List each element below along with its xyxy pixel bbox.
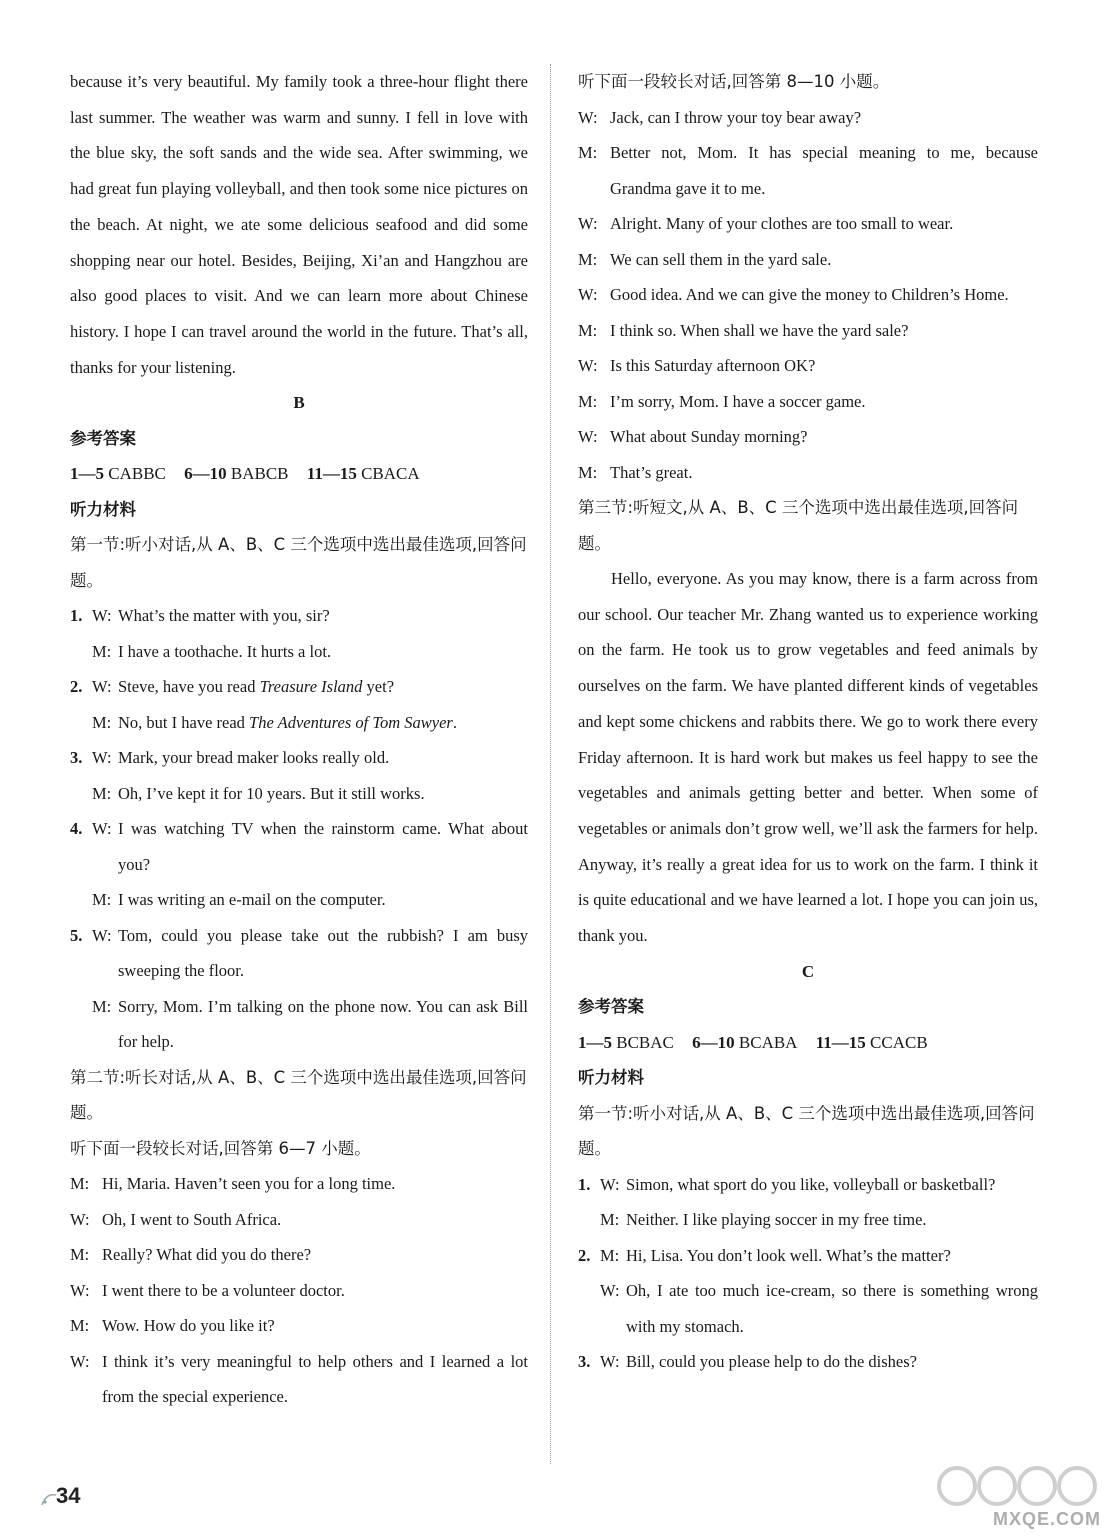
dialogue-line: W: Good idea. And we can give the money to Children’s Home. (578, 285, 1009, 304)
dialogue-line: M: I’m sorry, Mom. I have a soccer game. (578, 391, 866, 411)
b-answer-set-2: 6—10 BABCB (184, 464, 289, 484)
c-q2-w: W: Oh, I ate too much ice-cream, so there is something wrong with my stomach. (600, 1281, 1038, 1336)
b-q5-w: 5. W: Tom, could you please take out the rubbish? I am busy sweeping the floor. (70, 925, 528, 981)
section-c-title: C (801, 961, 815, 981)
c-answer-set-2: 6—10 BCABA (692, 1032, 798, 1052)
dialogue-line: M: That’s great. (578, 462, 693, 482)
b-q3-w: 3. W: Mark, your bread maker looks really old. (70, 748, 390, 768)
dialogue-line: W: Alright. Many of your clothes are too small to wear. (578, 214, 954, 233)
b-answer-key (70, 456, 528, 492)
b-q5-m: M: Sorry, Mom. I’m talking on the phone now. You can ask Bill for help. (92, 996, 528, 1052)
dialogue-line: W: Oh, I went to South Africa. (70, 1209, 282, 1229)
left-column (70, 64, 528, 1415)
intro-paragraph: because it’s very beautiful. My family took a three-hour flight there last summer. The weather was warm and sunny. I fell in love with the blue sky, the soft sands and the wide sea. After swimming, we had great fun playing volleyball, and then took some nice pictures on the beach. At night, we ate some delicious seafood and did some shopping near our hotel. Besides, Beijing, Xi’an and Hangzhou are also good places to visit. And we can learn more about Chinese history. I hope I can travel around the world in the future. That’s all, thanks for your listening. (70, 72, 528, 377)
dialogue-line: W: I went there to be a volunteer doctor. (70, 1280, 345, 1300)
dialogue-line: W: I think it’s very meaningful to help others and I learned a lot from the special experience. (70, 1351, 528, 1407)
b-part2-instruction: 第二节:听长对话,从 A、B、C 三个选项中选出最佳选项,回答问题。 (70, 1067, 527, 1123)
c-answer-key (578, 1025, 1038, 1061)
dialogue-line: M: Better not, Mom. It has special meaning to me, because Grandma gave it to me. (578, 143, 1038, 198)
b-q3-m: M: Oh, I’ve kept it for 10 years. But it still works. (92, 783, 425, 803)
dialogue-line: M: I think so. When shall we have the yard sale? (578, 320, 909, 340)
section-b-title: B (293, 393, 305, 413)
dialogue-line: M: Wow. How do you like it? (70, 1316, 275, 1336)
b-q1-m: M: I have a toothache. It hurts a lot. (92, 641, 332, 661)
b-q1-w: 1. W: What’s the matter with you, sir? (70, 606, 330, 626)
c-answer-set-3: 11—15 CCACB (815, 1032, 928, 1052)
b-answer-set-1: 1—5 CABBC (70, 464, 166, 484)
b-answer-heading: 参考答案 (70, 428, 136, 448)
dialogue-line: M: We can sell them in the yard sale. (578, 249, 832, 269)
b-part1-instruction: 第一节:听小对话,从 A、B、C 三个选项中选出最佳选项,回答问题。 (70, 535, 527, 590)
dialogue-line: W: Jack, can I throw your toy bear away? (578, 107, 862, 127)
watermark-text: MXQE.COM (992, 1509, 1101, 1529)
c-q2-m: 2. M: Hi, Lisa. You don’t look well. What’s the matter? (578, 1245, 951, 1265)
b-part2-subinstruction: 听下面一段较长对话,回答第 6—7 小题。 (70, 1138, 371, 1158)
b-material-heading: 听力材料 (70, 499, 136, 519)
b-part2-subinstruction-2: 听下面一段较长对话,回答第 8—10 小题。 (578, 72, 890, 91)
dialogue-line: M: Really? What did you do there? (70, 1245, 312, 1265)
b-q4-m: M: I was writing an e-mail on the computer. (92, 890, 386, 910)
column-divider (550, 64, 551, 1464)
c-answer-heading: 参考答案 (578, 997, 644, 1017)
c-q1-m: M: Neither. I like playing soccer in my free time. (600, 1210, 927, 1230)
c-answer-set-1: 1—5 BCBAC (578, 1032, 674, 1052)
right-column (578, 64, 1038, 1380)
dialogue-line: M: Hi, Maria. Haven’t seen you for a long time. (70, 1174, 396, 1194)
b-passage: Hello, everyone. As you may know, there is a farm across from our school. Our teacher Mr. Zhang wanted us to experience working on the farm. He took us to grow vegetables and feed animals by ourselves on the farm. We have planted different kinds of vegetables and kept some chickens and rabbits there. We go to work there every Friday afternoon. It is hard work but makes us feel happy to see the vegetables and animals getting better and better. When some of vegetables or animals don’t grow well, we’ll ask the farmers for help. Anyway, it’s really a great idea for us to work on the farm. I think it is quite educational and we have learned a lot. I hope you can join us, thank you. (578, 569, 1038, 946)
b-q2-w: 2. W: Steve, have you read Treasure Island yet? (70, 677, 395, 697)
page-number: 34 (56, 1483, 81, 1508)
b-answer-set-3: 11—15 CBACA (306, 464, 420, 484)
c-part1-instruction: 第一节:听小对话,从 A、B、C 三个选项中选出最佳选项,回答问题。 (578, 1103, 1035, 1159)
dialogue-line: W: Is this Saturday afternoon OK? (578, 356, 816, 375)
c-q3-w: 3. W: Bill, could you please help to do the dishes? (578, 1352, 917, 1372)
b-q4-w: 4. W: I was watching TV when the rainstorm came. What about you? (70, 819, 528, 874)
c-material-heading: 听力材料 (578, 1068, 644, 1088)
c-q1-w: 1. W: Simon, what sport do you like, volleyball or basketball? (578, 1174, 996, 1194)
b-q2-m: M: No, but I have read The Adventures of Tom Sawyer. (92, 712, 457, 732)
b-part3-instruction: 第三节:听短文,从 A、B、C 三个选项中选出最佳选项,回答问题。 (578, 498, 1019, 553)
dialogue-line: W: What about Sunday morning? (578, 427, 808, 446)
